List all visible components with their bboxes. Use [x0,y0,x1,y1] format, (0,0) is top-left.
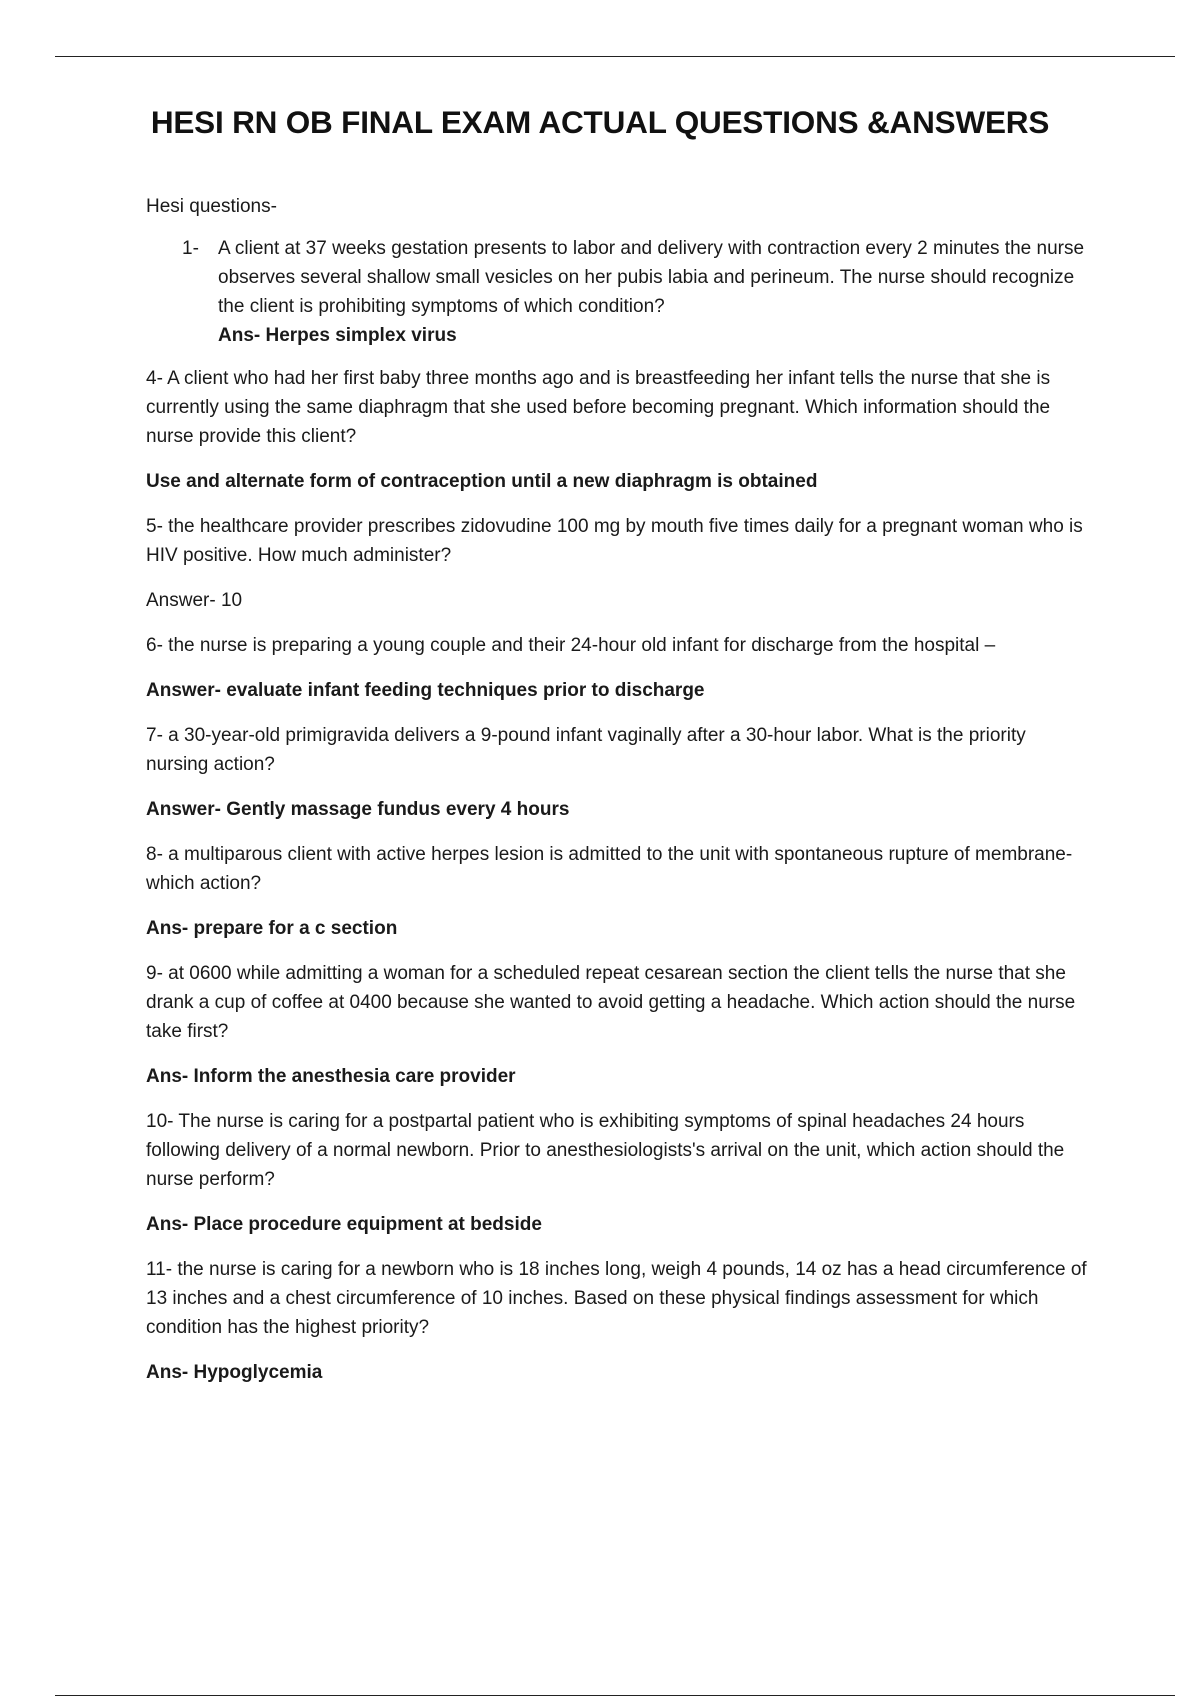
question-text: 9- at 0600 while admitting a woman for a scheduled repeat cesarean section the client tells the nurse that she drank a cup of coffee at 0400 because she wanted to avoid getting a headache. Which action should the nurse take first? [146,963,1076,1042]
answer-text: Ans- Herpes simplex virus [218,325,457,346]
question-text: 4- A client who had her first baby three months ago and is breastfeeding her infant tells the nurse that she is currently using the same diaphragm that she used before becoming pregnant. Which information should the nurse provide this client? [146,368,1051,447]
answer-text: Ans- Place procedure equipment at bedside [146,1214,542,1235]
document-body [146,192,1091,1403]
answer-text: Answer- 10 [146,590,243,611]
top-rule [55,56,1175,57]
question-item-1 [146,234,1091,350]
question-text: 10- The nurse is caring for a postpartal patient who is exhibiting symptoms of spinal headaches 24 hours following delivery of a normal newborn. Prior to anesthesiologists's arrival on the unit, which action should the nurse perform? [146,1111,1065,1190]
bottom-rule [55,1695,1175,1696]
question-text: 8- a multiparous client with active herpes lesion is admitted to the unit with spontaneous rupture of membrane- which action? [146,844,1073,894]
intro-text: Hesi questions- [146,196,277,217]
answer-text: Ans- Hypoglycemia [146,1362,323,1383]
answer-text: Ans- Inform the anesthesia care provider [146,1066,516,1087]
answer-text: Use and alternate form of contraception until a new diaphragm is obtained [146,471,818,492]
question-text: 5- the healthcare provider prescribes zidovudine 100 mg by mouth five times daily for a pregnant woman who is HIV positive. How much administer? [146,516,1083,566]
answer-text: Ans- prepare for a c section [146,918,398,939]
answer-text: Answer- evaluate infant feeding techniques prior to discharge [146,680,705,701]
document-title: HESI RN OB FINAL EXAM ACTUAL QUESTIONS &ANSWERS [150,104,1050,140]
question-text: 7- a 30-year-old primigravida delivers a 9-pound infant vaginally after a 30-hour labor. What is the priority nursing action? [146,725,1026,775]
question-text: 6- the nurse is preparing a young couple and their 24-hour old infant for discharge from the hospital – [146,635,996,656]
answer-text: Answer- Gently massage fundus every 4 hours [146,799,570,820]
question-text: 11- the nurse is caring for a newborn who is 18 inches long, weigh 4 pounds, 14 oz has a head circumference of 13 inches and a chest circumference of 10 inches. Based on these physical findings assessment for which condition has the highest priority? [146,1259,1087,1338]
question-number: 1- [182,238,199,259]
question-text: A client at 37 weeks gestation presents to labor and delivery with contraction every 2 minutes the nurse observes several shallow small vesicles on her pubis labia and perineum. The nurse should recognize the client is prohibiting symptoms of which condition? [218,238,1085,317]
